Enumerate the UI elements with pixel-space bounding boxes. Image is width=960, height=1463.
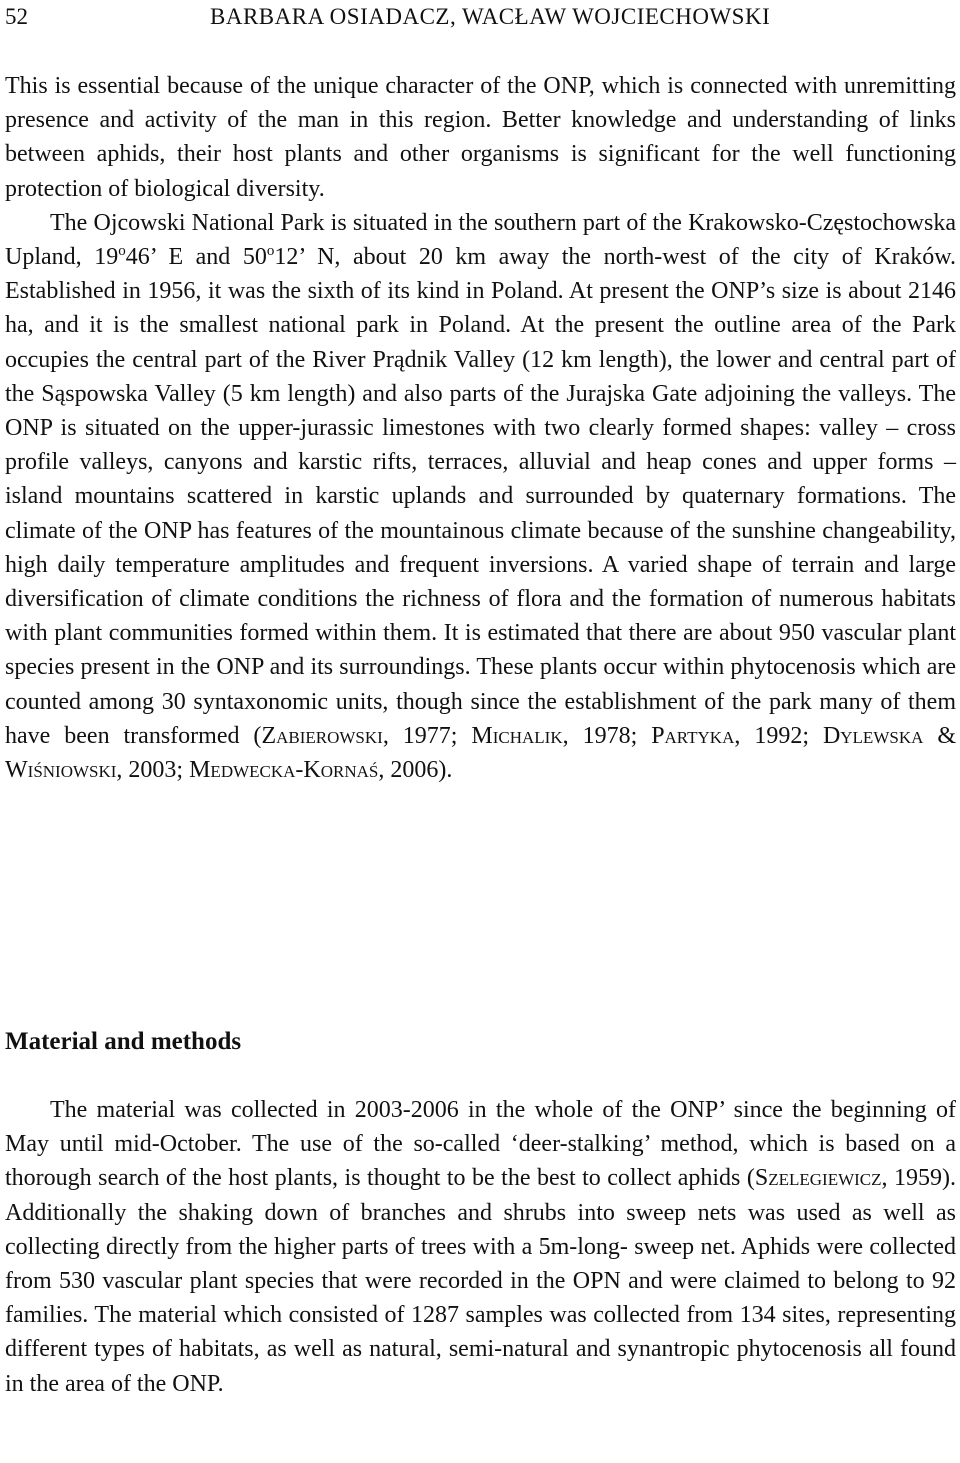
citation-year: , 1977;: [382, 722, 472, 749]
citation-year: , 2006).: [378, 757, 453, 784]
body-paragraph-2: [5, 206, 956, 787]
methods-text-a: The material was collected in 2003-2006 in the whole of the ONP’ since the beginning of May until mid-October. The use of the so-called ‘deer-stalking’ method, which is based on a thorough search of the host plants, is thought to be the best to collect aphids (: [5, 1097, 956, 1192]
degree-mark: o: [266, 243, 275, 260]
citation-year: , 2003;: [116, 757, 190, 784]
paragraph-2-text-a: The Ojcowski National Park is situated in the southern part of the Krakowsko-Częstochowska Upland, 19: [5, 209, 956, 271]
page-header: [5, 2, 955, 32]
citation-author: Partyka: [651, 722, 735, 749]
degree-mark: o: [118, 243, 126, 260]
citation-author: Medwecka-Kornaś: [189, 757, 379, 784]
citation-author: Szelegiewicz: [754, 1165, 882, 1192]
citation-author: Zabierowski: [261, 722, 383, 749]
methods-section: [5, 1093, 956, 1401]
methods-text-b: Additionally the shaking down of branches and shrubs into sweep nets was used as well as collecting directly from the higher parts of trees with a 5m-long- sweep net. Aphids were collected from 530 vascular plant species that were recorded in the OPN and were claimed to belong to 92 families. The material which consisted of 1287 samples was collected from 134 sites, representing different types of habitats, as well as natural, semi-natural and synantropic phytocenosis all found in the area of the ONP.: [5, 1199, 956, 1397]
paragraph-2-text-b: 46’ E and 50: [125, 244, 267, 271]
citation-join: &: [923, 722, 956, 749]
citation-year: , 1992;: [734, 722, 823, 749]
citation-year: , 1978;: [562, 722, 652, 749]
citation-author: Michalik: [471, 722, 563, 749]
paragraph-2-text-c: 12’ N, about 20 km away the north-west of the city of Kraków. Established in 1956, it was the sixth of its kind in Poland. At present the ONP’s size is about 2146 ha, and it is the smallest national park in Poland. At the present the outline area of the Park occupies the central part of the River Prądnik Valley (12 km length), the lower and central part of the Sąspowska Valley (5 km length) and also parts of the Jurajska Gate adjoining the valleys. The ONP is situated on the upper-jurassic limestones with two clearly formed shapes: valley – cross profile valleys, canyons and karstic rifts, terraces, alluvial and heap cones and upper forms – island mountains scattered in karstic uplands and surrounded by quaternary formations. The climate of the ONP has features of the mountainous climate because of the sunshine changeability, high daily temperature amplitudes and frequent inversions. A varied shape of terrain and large diversification of climate conditions the richness of flora and the formation of numerous habitats with plant communities formed within them. It is estimated that there are about 950 vascular plant species present in the ONP and its surroundings. These plants occur within phytocenosis which are counted among 30 syntaxonomic units, though since the establishment of the park many of them have been transformed (: [5, 244, 956, 749]
citation-author: Dylewska: [822, 722, 924, 749]
body-paragraph-1: This is essential because of the unique character of the ONP, which is connected with unremitting presence and activity of the man in this region. Better knowledge and understanding of links between aphids, their host plants and other organisms is significant for the well functioning protection of biological diversity.: [5, 73, 956, 202]
citation-author: Wiśniowski: [5, 757, 117, 784]
section-heading-methods: Material and methods: [5, 1028, 242, 1055]
methods-paragraph: [5, 1093, 956, 1401]
introduction-section: [5, 69, 956, 787]
running-head: BARBARA OSIADACZ, WACŁAW WOJCIECHOWSKI: [210, 4, 771, 29]
citation-year: , 1959).: [881, 1165, 956, 1192]
page-number: 52: [5, 4, 28, 29]
